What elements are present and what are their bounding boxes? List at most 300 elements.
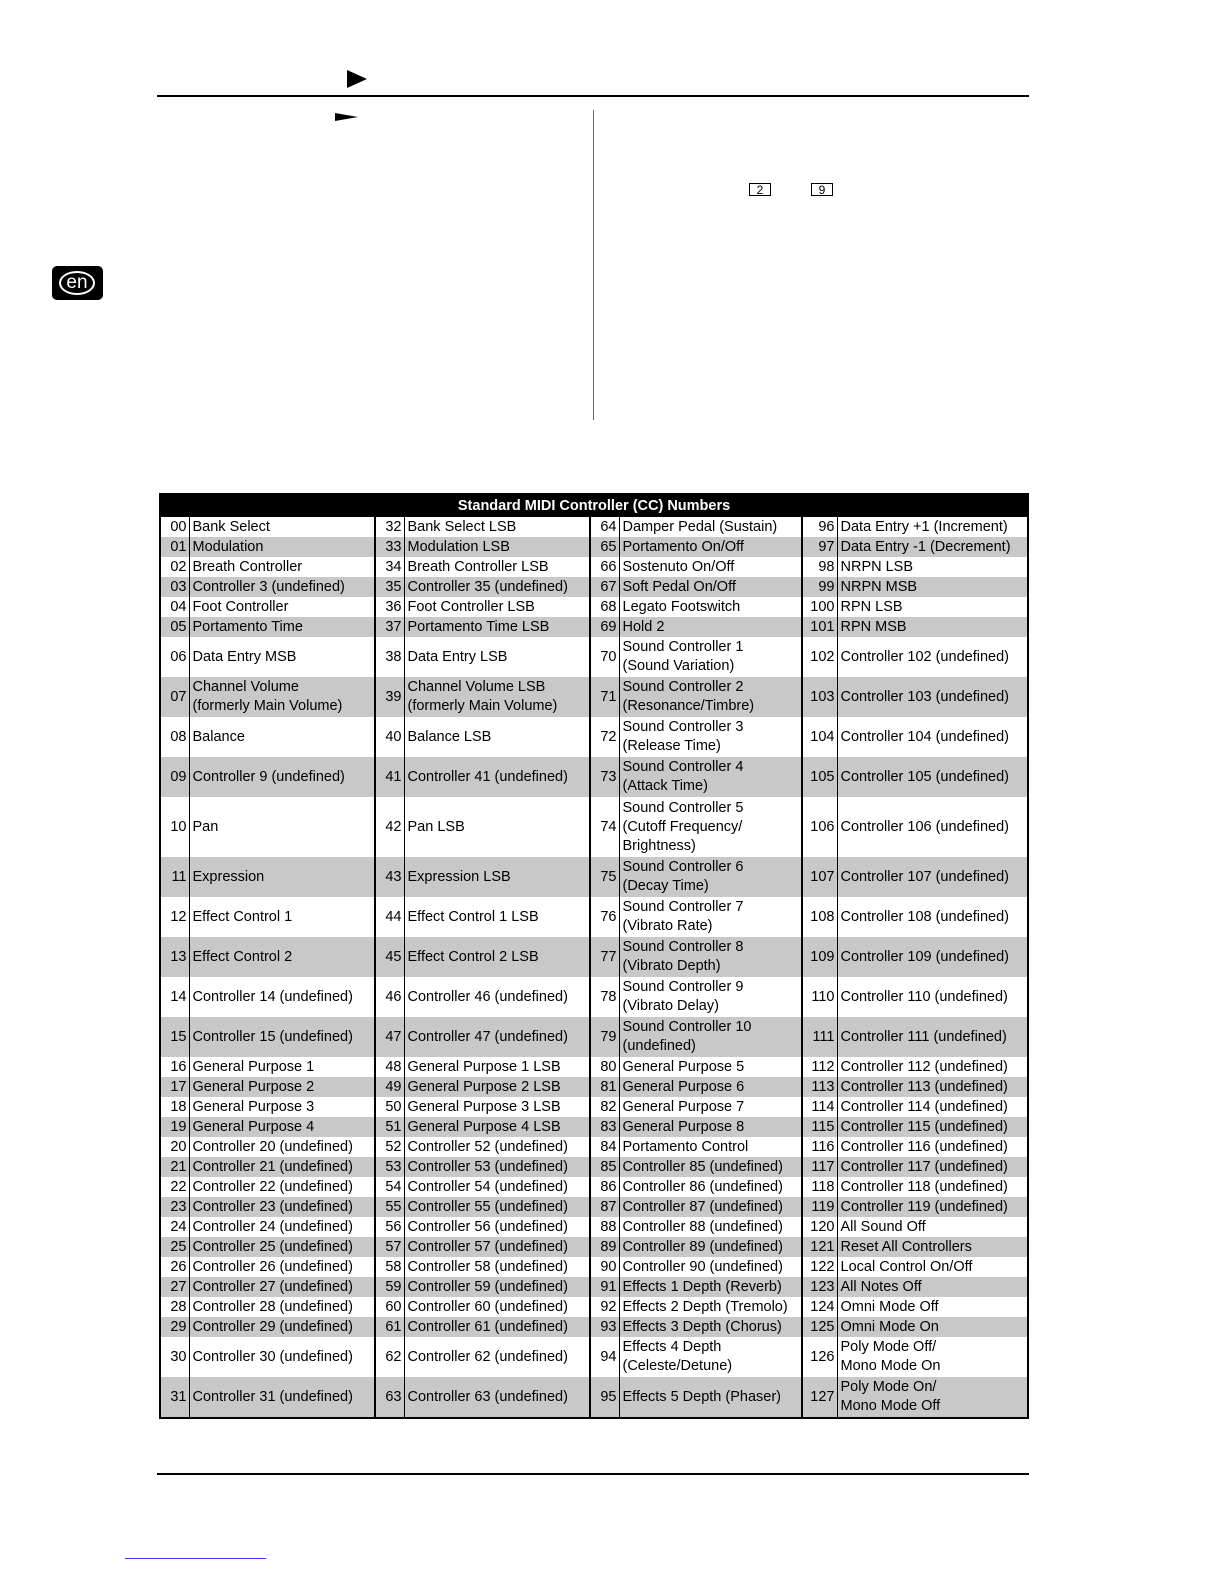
cc-function: Sound Controller 8 (Vibrato Depth) bbox=[619, 937, 802, 977]
cc-function: Foot Controller bbox=[189, 597, 375, 617]
cc-function: NRPN LSB bbox=[837, 557, 1028, 577]
cc-number: 76 bbox=[590, 897, 619, 937]
cc-number: 12 bbox=[170, 908, 187, 925]
cc-number: 15 bbox=[160, 1017, 189, 1057]
cc-number: 11 bbox=[160, 857, 189, 897]
cc-function: Controller 58 (undefined) bbox=[404, 1257, 590, 1277]
cc-function: Omni Mode On bbox=[837, 1317, 1028, 1337]
cc-function: Portamento Time LSB bbox=[404, 617, 590, 637]
cc-number: 64 bbox=[590, 517, 619, 537]
table-row bbox=[160, 1257, 1028, 1277]
cc-function: Controller 102 (undefined) bbox=[837, 637, 1028, 677]
cc-function: All Sound Off bbox=[837, 1217, 1028, 1237]
cc-number: 103 bbox=[802, 677, 837, 717]
cc-number: 74 bbox=[590, 797, 619, 857]
cc-function: Effect Control 2 LSB bbox=[404, 937, 590, 977]
midi-cc-table bbox=[159, 493, 1029, 1419]
cc-function: Controller 85 (undefined) bbox=[619, 1157, 802, 1177]
cc-number: 70 bbox=[590, 637, 619, 677]
cc-number: 01 bbox=[160, 537, 189, 557]
cc-function: Sound Controller 9 (Vibrato Delay) bbox=[619, 977, 802, 1017]
cc-function: Controller 115 (undefined) bbox=[837, 1117, 1028, 1137]
cc-function: Controller 61 (undefined) bbox=[404, 1317, 590, 1337]
cc-number: 104 bbox=[802, 717, 837, 757]
table-row bbox=[160, 617, 1028, 637]
cc-number: 62 bbox=[375, 1337, 404, 1377]
cc-number: 38 bbox=[375, 637, 404, 677]
cc-function: Controller 54 (undefined) bbox=[404, 1177, 590, 1197]
cc-function: NRPN MSB bbox=[837, 577, 1028, 597]
cc-number: 60 bbox=[375, 1297, 404, 1317]
cc-function: Soft Pedal On/Off bbox=[619, 577, 802, 597]
cc-number: 53 bbox=[375, 1157, 404, 1177]
cc-function: Controller 86 (undefined) bbox=[619, 1177, 802, 1197]
cc-number: 94 bbox=[590, 1337, 619, 1377]
cc-function: Expression bbox=[189, 857, 375, 897]
table-row bbox=[160, 897, 1028, 937]
table-row bbox=[160, 1017, 1028, 1057]
cc-number: 111 bbox=[802, 1017, 837, 1057]
cc-function: Effects 3 Depth (Chorus) bbox=[619, 1317, 802, 1337]
cc-function: Effects 4 Depth (Celeste/Detune) bbox=[619, 1337, 802, 1377]
cc-number: 03 bbox=[160, 577, 189, 597]
cc-number: 35 bbox=[375, 577, 404, 597]
cc-function: Controller 88 (undefined) bbox=[619, 1217, 802, 1237]
header-rule bbox=[157, 95, 1029, 97]
cc-function: Controller 14 (undefined) bbox=[189, 977, 375, 1017]
cc-function: Controller 30 (undefined) bbox=[189, 1337, 375, 1377]
cc-number: 91 bbox=[590, 1277, 619, 1297]
cc-function: Sound Controller 2 (Resonance/Timbre) bbox=[619, 677, 802, 717]
cc-function: Controller 90 (undefined) bbox=[619, 1257, 802, 1277]
cc-number: 100 bbox=[802, 597, 837, 617]
cc-number: 116 bbox=[802, 1137, 837, 1157]
cc-number: 07 bbox=[160, 677, 189, 717]
cc-number: 75 bbox=[590, 857, 619, 897]
table-row bbox=[160, 1377, 1028, 1418]
cc-function: General Purpose 3 LSB bbox=[404, 1097, 590, 1117]
cc-function: Controller 103 (undefined) bbox=[837, 677, 1028, 717]
cc-number: 71 bbox=[590, 677, 619, 717]
cc-number: 55 bbox=[375, 1197, 404, 1217]
cc-function: Controller 62 (undefined) bbox=[404, 1337, 590, 1377]
arrow-pointer-icon bbox=[335, 111, 359, 125]
cc-number: 49 bbox=[375, 1077, 404, 1097]
cc-number: 125 bbox=[802, 1317, 837, 1337]
cc-number: 09 bbox=[160, 757, 189, 797]
cc-number: 22 bbox=[170, 1178, 187, 1195]
cc-number: 23 bbox=[160, 1197, 189, 1217]
cc-function: All Notes Off bbox=[837, 1277, 1028, 1297]
cc-number: 17 bbox=[160, 1077, 189, 1097]
cc-number: 24 bbox=[170, 1218, 187, 1235]
cc-function: Controller 20 (undefined) bbox=[189, 1137, 375, 1157]
cc-function: Controller 28 (undefined) bbox=[189, 1297, 375, 1317]
cc-number: 124 bbox=[802, 1297, 837, 1317]
cc-number: 26 bbox=[170, 1258, 187, 1275]
cc-number: 08 bbox=[170, 728, 187, 745]
cc-function: Damper Pedal (Sustain) bbox=[619, 517, 802, 537]
cc-function: Local Control On/Off bbox=[837, 1257, 1028, 1277]
cc-function: Controller 118 (undefined) bbox=[837, 1177, 1028, 1197]
cc-number: 109 bbox=[802, 937, 837, 977]
cc-number: 123 bbox=[802, 1277, 837, 1297]
cc-function: Portamento On/Off bbox=[619, 537, 802, 557]
cc-number: 96 bbox=[802, 517, 837, 537]
cc-function: Pan LSB bbox=[404, 797, 590, 857]
table-row bbox=[160, 637, 1028, 677]
cc-number: 58 bbox=[375, 1257, 404, 1277]
cc-number: 73 bbox=[590, 757, 619, 797]
cc-function: Controller 116 (undefined) bbox=[837, 1137, 1028, 1157]
cc-function: Controller 59 (undefined) bbox=[404, 1277, 590, 1297]
cc-function: Sound Controller 7 (Vibrato Rate) bbox=[619, 897, 802, 937]
cc-number: 126 bbox=[802, 1337, 837, 1377]
cc-number: 88 bbox=[590, 1217, 619, 1237]
cc-function: Bank Select bbox=[189, 517, 375, 537]
table-row bbox=[160, 1097, 1028, 1117]
table-row bbox=[160, 1117, 1028, 1137]
table-row bbox=[160, 1237, 1028, 1257]
table-row bbox=[160, 857, 1028, 897]
cc-function: RPN MSB bbox=[837, 617, 1028, 637]
cc-number: 102 bbox=[802, 637, 837, 677]
footer-link-underline[interactable] bbox=[125, 1558, 266, 1559]
cc-number: 67 bbox=[590, 577, 619, 597]
cc-function: Sound Controller 1 (Sound Variation) bbox=[619, 637, 802, 677]
cc-function: General Purpose 4 LSB bbox=[404, 1117, 590, 1137]
cc-number: 47 bbox=[375, 1017, 404, 1057]
cc-number: 00 bbox=[170, 518, 187, 535]
cc-function: General Purpose 1 bbox=[189, 1057, 375, 1077]
cc-number: 97 bbox=[802, 537, 837, 557]
cc-function: Pan bbox=[189, 797, 375, 857]
cc-number: 85 bbox=[590, 1157, 619, 1177]
cc-function: Sound Controller 5 (Cutoff Frequency/ Brightness) bbox=[619, 797, 802, 857]
cc-function: Controller 52 (undefined) bbox=[404, 1137, 590, 1157]
table-row bbox=[160, 1197, 1028, 1217]
cc-function: Sound Controller 4 (Attack Time) bbox=[619, 757, 802, 797]
cc-number: 115 bbox=[802, 1117, 837, 1137]
cc-function: General Purpose 3 bbox=[189, 1097, 375, 1117]
cc-number: 48 bbox=[375, 1057, 404, 1077]
cc-function: Sostenuto On/Off bbox=[619, 557, 802, 577]
key-label-2: 2 bbox=[749, 183, 771, 196]
cc-function: Sound Controller 3 (Release Time) bbox=[619, 717, 802, 757]
cc-function: Modulation LSB bbox=[404, 537, 590, 557]
cc-function: Controller 113 (undefined) bbox=[837, 1077, 1028, 1097]
cc-number: 112 bbox=[802, 1057, 837, 1077]
cc-number: 37 bbox=[375, 617, 404, 637]
table-row bbox=[160, 1297, 1028, 1317]
table-body bbox=[160, 517, 1028, 1418]
cc-function: Omni Mode Off bbox=[837, 1297, 1028, 1317]
cc-number: 13 bbox=[160, 937, 189, 977]
table-row bbox=[160, 577, 1028, 597]
cc-number: 79 bbox=[590, 1017, 619, 1057]
cc-number: 66 bbox=[590, 557, 619, 577]
cc-number: 92 bbox=[590, 1297, 619, 1317]
cc-function: Controller 110 (undefined) bbox=[837, 977, 1028, 1017]
cc-number: 50 bbox=[375, 1097, 404, 1117]
cc-function: General Purpose 1 LSB bbox=[404, 1057, 590, 1077]
cc-function: Controller 29 (undefined) bbox=[189, 1317, 375, 1337]
cc-number: 51 bbox=[375, 1117, 404, 1137]
table-row bbox=[160, 1217, 1028, 1237]
cc-number: 120 bbox=[802, 1217, 837, 1237]
column-divider bbox=[593, 110, 594, 420]
cc-function: Balance LSB bbox=[404, 717, 590, 757]
cc-function: Balance bbox=[189, 717, 375, 757]
cc-number: 101 bbox=[802, 617, 837, 637]
cc-number: 19 bbox=[160, 1117, 189, 1137]
cc-number: 14 bbox=[170, 988, 187, 1005]
cc-number: 63 bbox=[375, 1377, 404, 1418]
cc-function: Effects 5 Depth (Phaser) bbox=[619, 1377, 802, 1418]
cc-number: 27 bbox=[160, 1277, 189, 1297]
cc-number: 98 bbox=[802, 557, 837, 577]
cc-function: Bank Select LSB bbox=[404, 517, 590, 537]
cc-function: General Purpose 6 bbox=[619, 1077, 802, 1097]
cc-number: 119 bbox=[802, 1197, 837, 1217]
cc-function: Modulation bbox=[189, 537, 375, 557]
cc-function: Controller 117 (undefined) bbox=[837, 1157, 1028, 1177]
cc-function: Controller 114 (undefined) bbox=[837, 1097, 1028, 1117]
cc-number: 69 bbox=[590, 617, 619, 637]
cc-number: 16 bbox=[170, 1058, 187, 1075]
cc-function: Controller 22 (undefined) bbox=[189, 1177, 375, 1197]
cc-number: 106 bbox=[802, 797, 837, 857]
cc-function: Controller 119 (undefined) bbox=[837, 1197, 1028, 1217]
cc-number: 90 bbox=[590, 1257, 619, 1277]
table-row bbox=[160, 1317, 1028, 1337]
table-row bbox=[160, 1277, 1028, 1297]
cc-function: General Purpose 2 LSB bbox=[404, 1077, 590, 1097]
cc-number: 21 bbox=[160, 1157, 189, 1177]
cc-function: Effect Control 2 bbox=[189, 937, 375, 977]
cc-function: Controller 53 (undefined) bbox=[404, 1157, 590, 1177]
cc-function: Controller 63 (undefined) bbox=[404, 1377, 590, 1418]
cc-function: General Purpose 7 bbox=[619, 1097, 802, 1117]
cc-number: 95 bbox=[590, 1377, 619, 1418]
cc-function: Breath Controller bbox=[189, 557, 375, 577]
cc-number: 110 bbox=[802, 977, 837, 1017]
cc-function: Controller 104 (undefined) bbox=[837, 717, 1028, 757]
cc-function: Data Entry LSB bbox=[404, 637, 590, 677]
cc-function: Data Entry MSB bbox=[189, 637, 375, 677]
cc-number: 89 bbox=[590, 1237, 619, 1257]
cc-number: 45 bbox=[375, 937, 404, 977]
cc-function: Channel Volume LSB (formerly Main Volume) bbox=[404, 677, 590, 717]
table-row bbox=[160, 937, 1028, 977]
cc-function: Controller 31 (undefined) bbox=[189, 1377, 375, 1418]
cc-function: Effects 2 Depth (Tremolo) bbox=[619, 1297, 802, 1317]
cc-function: Controller 112 (undefined) bbox=[837, 1057, 1028, 1077]
cc-number: 99 bbox=[802, 577, 837, 597]
table-row bbox=[160, 757, 1028, 797]
cc-function: General Purpose 8 bbox=[619, 1117, 802, 1137]
table-row bbox=[160, 797, 1028, 857]
cc-number: 121 bbox=[802, 1237, 837, 1257]
cc-number: 105 bbox=[802, 757, 837, 797]
cc-number: 86 bbox=[590, 1177, 619, 1197]
cc-number: 34 bbox=[375, 557, 404, 577]
cc-number: 81 bbox=[590, 1077, 619, 1097]
cc-function: Effect Control 1 LSB bbox=[404, 897, 590, 937]
cc-function: Controller 57 (undefined) bbox=[404, 1237, 590, 1257]
cc-function: Effects 1 Depth (Reverb) bbox=[619, 1277, 802, 1297]
cc-number: 114 bbox=[802, 1097, 837, 1117]
cc-function: Controller 46 (undefined) bbox=[404, 977, 590, 1017]
cc-function: Data Entry +1 (Increment) bbox=[837, 517, 1028, 537]
cc-function: Hold 2 bbox=[619, 617, 802, 637]
cc-number: 83 bbox=[590, 1117, 619, 1137]
cc-number: 65 bbox=[590, 537, 619, 557]
cc-number: 05 bbox=[160, 617, 189, 637]
cc-function: Controller 9 (undefined) bbox=[189, 757, 375, 797]
table-row bbox=[160, 597, 1028, 617]
cc-number: 30 bbox=[170, 1348, 187, 1365]
table-row bbox=[160, 977, 1028, 1017]
cc-function: Controller 3 (undefined) bbox=[189, 577, 375, 597]
cc-number: 52 bbox=[375, 1137, 404, 1157]
cc-function: Controller 89 (undefined) bbox=[619, 1237, 802, 1257]
cc-number: 80 bbox=[590, 1057, 619, 1077]
table-title: Standard MIDI Controller (CC) Numbers bbox=[160, 494, 1028, 517]
cc-function: Controller 27 (undefined) bbox=[189, 1277, 375, 1297]
table-row bbox=[160, 717, 1028, 757]
cc-number: 68 bbox=[590, 597, 619, 617]
cc-function: Data Entry -1 (Decrement) bbox=[837, 537, 1028, 557]
cc-number: 78 bbox=[590, 977, 619, 1017]
cc-function: Effect Control 1 bbox=[189, 897, 375, 937]
table-row bbox=[160, 557, 1028, 577]
cc-number: 36 bbox=[375, 597, 404, 617]
cc-function: Controller 21 (undefined) bbox=[189, 1157, 375, 1177]
cc-function: RPN LSB bbox=[837, 597, 1028, 617]
cc-number: 10 bbox=[170, 818, 187, 835]
cc-function: Portamento Control bbox=[619, 1137, 802, 1157]
cc-function: Foot Controller LSB bbox=[404, 597, 590, 617]
cc-number: 57 bbox=[375, 1237, 404, 1257]
cc-function: Controller 60 (undefined) bbox=[404, 1297, 590, 1317]
cc-number: 04 bbox=[170, 598, 187, 615]
cc-function: Poly Mode Off/ Mono Mode On bbox=[837, 1337, 1028, 1377]
cc-number: 06 bbox=[170, 648, 187, 665]
cc-function: Controller 26 (undefined) bbox=[189, 1257, 375, 1277]
cc-number: 18 bbox=[170, 1098, 187, 1115]
cc-number: 29 bbox=[160, 1317, 189, 1337]
cc-function: Controller 15 (undefined) bbox=[189, 1017, 375, 1057]
cc-number: 32 bbox=[375, 517, 404, 537]
table-row bbox=[160, 1077, 1028, 1097]
cc-number: 87 bbox=[590, 1197, 619, 1217]
cc-number: 108 bbox=[802, 897, 837, 937]
cc-function: Legato Footswitch bbox=[619, 597, 802, 617]
cc-number: 56 bbox=[375, 1217, 404, 1237]
cc-function: Controller 24 (undefined) bbox=[189, 1217, 375, 1237]
cc-function: Controller 106 (undefined) bbox=[837, 797, 1028, 857]
cc-function: Controller 111 (undefined) bbox=[837, 1017, 1028, 1057]
cc-function: Controller 23 (undefined) bbox=[189, 1197, 375, 1217]
table-row bbox=[160, 517, 1028, 537]
cc-number: 107 bbox=[802, 857, 837, 897]
cc-number: 20 bbox=[170, 1138, 187, 1155]
cc-number: 25 bbox=[160, 1237, 189, 1257]
cc-function: Reset All Controllers bbox=[837, 1237, 1028, 1257]
cc-function: Sound Controller 6 (Decay Time) bbox=[619, 857, 802, 897]
cc-number: 77 bbox=[590, 937, 619, 977]
cc-number: 117 bbox=[802, 1157, 837, 1177]
cc-function: Controller 25 (undefined) bbox=[189, 1237, 375, 1257]
cc-function: Poly Mode On/ Mono Mode Off bbox=[837, 1377, 1028, 1418]
cc-function: General Purpose 4 bbox=[189, 1117, 375, 1137]
cc-number: 42 bbox=[375, 797, 404, 857]
cc-number: 43 bbox=[375, 857, 404, 897]
table-row bbox=[160, 677, 1028, 717]
cc-number: 54 bbox=[375, 1177, 404, 1197]
table-row bbox=[160, 1157, 1028, 1177]
table-row bbox=[160, 537, 1028, 557]
cc-number: 28 bbox=[170, 1298, 187, 1315]
cc-number: 40 bbox=[375, 717, 404, 757]
cc-number: 39 bbox=[375, 677, 404, 717]
cc-function: Controller 107 (undefined) bbox=[837, 857, 1028, 897]
cc-function: Channel Volume (formerly Main Volume) bbox=[189, 677, 375, 717]
cc-number: 118 bbox=[802, 1177, 837, 1197]
cc-function: Breath Controller LSB bbox=[404, 557, 590, 577]
cc-number: 59 bbox=[375, 1277, 404, 1297]
cc-number: 61 bbox=[375, 1317, 404, 1337]
cc-number: 93 bbox=[590, 1317, 619, 1337]
cc-function: Controller 41 (undefined) bbox=[404, 757, 590, 797]
key-label-9: 9 bbox=[811, 183, 833, 196]
cc-number: 44 bbox=[375, 897, 404, 937]
cc-function: Controller 87 (undefined) bbox=[619, 1197, 802, 1217]
cc-function: Controller 108 (undefined) bbox=[837, 897, 1028, 937]
cc-number: 127 bbox=[802, 1377, 837, 1418]
cc-function: Controller 105 (undefined) bbox=[837, 757, 1028, 797]
table-row bbox=[160, 1137, 1028, 1157]
cc-number: 31 bbox=[160, 1377, 189, 1418]
table-row bbox=[160, 1177, 1028, 1197]
play-triangle-icon bbox=[346, 69, 368, 89]
cc-function: Controller 109 (undefined) bbox=[837, 937, 1028, 977]
cc-number: 02 bbox=[170, 558, 187, 575]
cc-number: 82 bbox=[590, 1097, 619, 1117]
cc-number: 84 bbox=[590, 1137, 619, 1157]
cc-number: 113 bbox=[802, 1077, 837, 1097]
cc-function: Portamento Time bbox=[189, 617, 375, 637]
cc-function: Controller 55 (undefined) bbox=[404, 1197, 590, 1217]
cc-function: General Purpose 5 bbox=[619, 1057, 802, 1077]
cc-number: 41 bbox=[375, 757, 404, 797]
table-row bbox=[160, 1057, 1028, 1077]
cc-function: Controller 35 (undefined) bbox=[404, 577, 590, 597]
cc-function: Expression LSB bbox=[404, 857, 590, 897]
cc-function: General Purpose 2 bbox=[189, 1077, 375, 1097]
cc-function: Sound Controller 10 (undefined) bbox=[619, 1017, 802, 1057]
footer-rule bbox=[157, 1473, 1029, 1475]
language-label: en bbox=[59, 271, 95, 295]
cc-number: 72 bbox=[590, 717, 619, 757]
cc-function: Controller 47 (undefined) bbox=[404, 1017, 590, 1057]
cc-number: 33 bbox=[375, 537, 404, 557]
cc-function: Controller 56 (undefined) bbox=[404, 1217, 590, 1237]
cc-number: 46 bbox=[375, 977, 404, 1017]
language-badge bbox=[52, 266, 103, 300]
table-row bbox=[160, 1337, 1028, 1377]
